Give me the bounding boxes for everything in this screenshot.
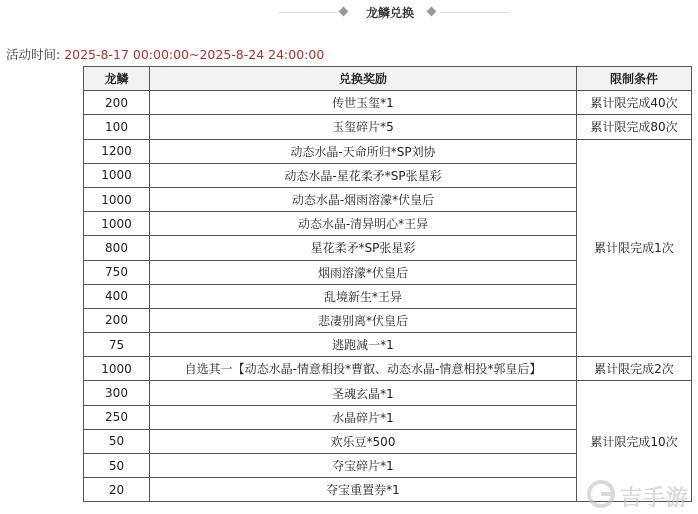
section-header (0, 0, 698, 26)
reward-cell: 悲凄别离*伏皇后 (150, 308, 577, 332)
cost-cell: 200 (84, 308, 150, 332)
limit-cell: 累计限完成80次 (577, 115, 692, 139)
column-header-limit: 限制条件 (577, 67, 692, 91)
reward-cell: 玉玺碎片*5 (150, 115, 577, 139)
reward-cell: 动态水晶-天命所归*SP刘协 (150, 139, 577, 163)
watermark-logo-icon (586, 479, 616, 509)
diamond-ornament-icon (339, 7, 349, 17)
reward-cell: 自选其一【动态水晶-情意相投*曹叡、动态水晶-情意相投*郭皇后】 (150, 357, 577, 381)
cost-cell: 75 (84, 333, 150, 357)
cost-cell: 200 (84, 91, 150, 115)
cost-cell: 50 (84, 429, 150, 453)
cost-cell: 300 (84, 381, 150, 405)
cost-cell: 20 (84, 478, 150, 502)
cost-cell: 400 (84, 284, 150, 308)
reward-cell: 欢乐豆*500 (150, 429, 577, 453)
limit-cell: 累计限完成2次 (577, 357, 692, 381)
table-row (84, 357, 692, 381)
watermark-logo (586, 479, 694, 509)
reward-cell: 夺宝碎片*1 (150, 454, 577, 478)
reward-cell: 烟雨溶濛*伏皇后 (150, 260, 577, 284)
table-row (84, 139, 692, 163)
reward-cell: 圣魂玄晶*1 (150, 381, 577, 405)
cost-cell: 800 (84, 236, 150, 260)
limit-cell: 累计限完成10次 (577, 381, 692, 502)
page-title: 龙鳞兑换 (365, 6, 414, 20)
limit-cell: 累计限完成1次 (577, 139, 692, 357)
cost-cell: 100 (84, 115, 150, 139)
exchange-table (83, 66, 692, 502)
watermark-text: 吉手游 (620, 486, 690, 511)
reward-cell: 逃跑减一*1 (150, 333, 577, 357)
reward-cell: 动态水晶-星花柔矛*SP张星彩 (150, 163, 577, 187)
reward-cell: 动态水晶-清异明心*王异 (150, 212, 577, 236)
cost-cell: 50 (84, 454, 150, 478)
reward-cell: 乱境新生*王异 (150, 284, 577, 308)
table-row (84, 115, 692, 139)
header-divider-left (278, 12, 338, 13)
cost-cell: 1000 (84, 212, 150, 236)
limit-cell: 累计限完成40次 (577, 91, 692, 115)
column-header-reward: 兑换奖励 (150, 67, 577, 91)
cost-cell: 1000 (84, 357, 150, 381)
diamond-ornament-icon (427, 7, 437, 17)
reward-cell: 夺宝重置券*1 (150, 478, 577, 502)
table-header-row (84, 67, 692, 91)
activity-time (6, 45, 324, 63)
reward-cell: 传世玉玺*1 (150, 91, 577, 115)
table-row (84, 381, 692, 405)
activity-time-label: 活动时间: (6, 47, 61, 62)
activity-time-value: 2025-8-17 00:00:00~2025-8-24 24:00:00 (64, 47, 325, 62)
reward-cell: 星花柔矛*SP张星彩 (150, 236, 577, 260)
cost-cell: 250 (84, 405, 150, 429)
cost-cell: 1000 (84, 163, 150, 187)
reward-cell: 动态水晶-烟雨溶濛*伏皇后 (150, 187, 577, 211)
header-divider-right (440, 12, 510, 13)
cost-cell: 1200 (84, 139, 150, 163)
table-row (84, 91, 692, 115)
reward-cell: 水晶碎片*1 (150, 405, 577, 429)
column-header-cost: 龙鳞 (84, 67, 150, 91)
cost-cell: 750 (84, 260, 150, 284)
cost-cell: 1000 (84, 187, 150, 211)
